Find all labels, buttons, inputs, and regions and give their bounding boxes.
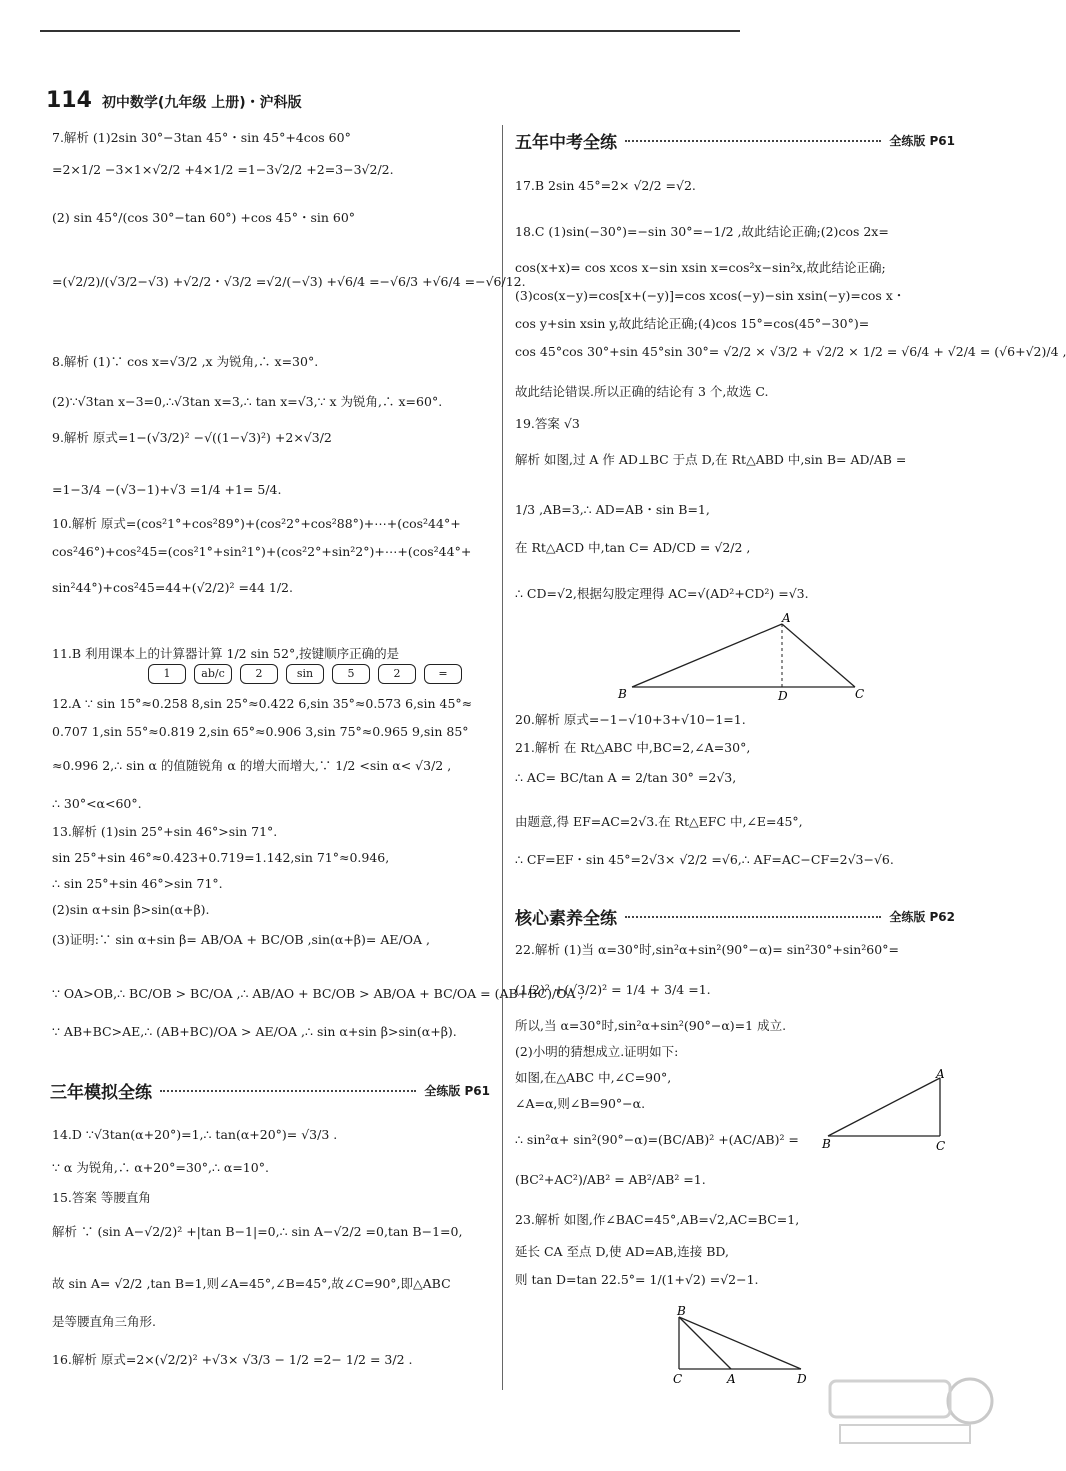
text-line: (2)∵√3tan x−3=0,∴√3tan x=3,∴ tan x=√3,∵ x 为锐角,∴ x=60°. (52, 394, 443, 409)
text-line: 1/3 ,AB=3,∴ AD=AB・sin B=1, (515, 502, 710, 517)
label-B: B (677, 1304, 686, 1318)
calculator-key: 2 (378, 664, 416, 684)
section-five-year (515, 128, 955, 153)
text-line: 19.答案 √3 (515, 416, 580, 431)
text-line: 23.解析 如图,作∠BAC=45°,AB=√2,AC=BC=1, (515, 1212, 800, 1227)
text-line: (2) sin 45°/(cos 30°−tan 60°) +cos 45°・sin 60° (52, 210, 356, 225)
calculator-key: 2 (240, 664, 278, 684)
label-D: D (797, 1372, 807, 1386)
text-line: (BC²+AC²)/AB² = AB²/AB² =1. (515, 1172, 706, 1187)
text-line: 由题意,得 EF=AC=2√3.在 Rt△EFC 中,∠E=45°, (515, 814, 803, 829)
text-line: 12.A ∵ sin 15°≈0.258 8,sin 25°≈0.422 6,sin 35°≈0.573 6,sin 45°≈ (52, 696, 473, 711)
text-line: 13.解析 (1)sin 25°+sin 46°>sin 71°. (52, 824, 278, 839)
text-line: (2)小明的猜想成立.证明如下: (515, 1044, 679, 1059)
text-line: 9.解析 原式=1−(√3/2)² −√((1−√3)²) +2×√3/2 (52, 430, 332, 445)
text-line: 7.解析 (1)2sin 30°−3tan 45°・sin 45°+4cos 60° (52, 130, 351, 145)
text-line: 延长 CA 至点 D,使 AD=AB,连接 BD, (515, 1244, 729, 1259)
text-line: cos 45°cos 30°+sin 45°sin 30°= √2/2 × √3/2 + √2/2 × 1/2 = √6/4 + √2/4 = (√6+√2)/4 , (515, 344, 1066, 359)
label-A: A (936, 1067, 945, 1081)
label-C: C (673, 1372, 683, 1386)
page-number: 114 (46, 88, 92, 113)
text-line: 0.707 1,sin 55°≈0.819 2,sin 65°≈0.906 3,sin 75°≈0.965 9,sin 85° (52, 724, 469, 739)
text-line: (3)证明:∵ sin α+sin β= AB/OA + BC/OB ,sin(α+β)= AE/OA , (52, 932, 430, 947)
text-line: cos y+sin xsin y,故此结论正确;(4)cos 15°=cos(45°−30°)= (515, 316, 870, 331)
column-divider (502, 125, 503, 1390)
text-line: ∴ CF=EF・sin 45°=2√3× √2/2 =√6,∴ AF=AC−CF=2√3−√6. (515, 852, 894, 867)
text-line: =1−3/4 −(√3−1)+√3 =1/4 +1= 5/4. (52, 482, 282, 497)
text-line: =(√2/2)/(√3/2−√3) +√2/2・√3/2 =√2/(−√3) +√6/4 =−√6/3 +√6/4 =−√6/12. (52, 274, 526, 289)
text-line: 是等腰直角三角形. (52, 1314, 156, 1329)
text-line: 10.解析 原式=(cos²1°+cos²89°)+(cos²2°+cos²88°)+⋯+(cos²44°+ (52, 516, 461, 531)
label-A: A (782, 611, 791, 625)
text-line: 如图,在△ABC 中,∠C=90°, (515, 1070, 672, 1085)
text-line: sin 25°+sin 46°≈0.423+0.719=1.142,sin 71°≈0.946, (52, 850, 390, 865)
label-D: D (778, 689, 788, 703)
leader-dots (625, 140, 881, 142)
text-line: 所以,当 α=30°时,sin²α+sin²(90°−α)=1 成立. (515, 1018, 787, 1033)
text-line: ∵ α 为锐角,∴ α+20°=30°,∴ α=10°. (52, 1160, 269, 1175)
page-header (46, 88, 302, 113)
label-A: A (727, 1372, 736, 1386)
figure-23-triangle (665, 1305, 825, 1387)
text-line: 11.B 利用课本上的计算器计算 1/2 sin 52°,按键顺序正确的是 (52, 646, 400, 661)
top-rule (40, 30, 740, 32)
text-line: ∴ CD=√2,根据勾股定理得 AC=√(AD²+CD²) =√3. (515, 586, 809, 601)
text-line: ∠A=α,则∠B=90°−α. (515, 1096, 646, 1111)
section-title: 核心素养全练 (515, 909, 617, 929)
text-line: 故此结论错误.所以正确的结论有 3 个,故选 C. (515, 384, 769, 399)
text-line: (1/2)² +(√3/2)² = 1/4 + 3/4 =1. (515, 982, 711, 997)
leader-dots (625, 916, 881, 918)
section-ref: 全练版 P61 (424, 1084, 490, 1098)
label-B: B (822, 1137, 831, 1151)
text-line: ∴ AC= BC/tan A = 2/tan 30° =2√3, (515, 770, 737, 785)
text-line: 16.解析 原式=2×(√2/2)² +√3× √3/3 − 1/2 =2− 1/2 = 3/2 . (52, 1352, 413, 1367)
text-line: 解析 如图,过 A 作 AD⊥BC 于点 D,在 Rt△ABD 中,sin B= AD/AB = (515, 452, 907, 467)
calculator-key: 5 (332, 664, 370, 684)
calculator-key: = (424, 664, 462, 684)
text-line: sin²44°)+cos²45=44+(√2/2)² =44 1/2. (52, 580, 293, 595)
figure-19-triangle (610, 612, 880, 702)
text-line: 8.解析 (1)∵ cos x=√3/2 ,x 为锐角,∴ x=30°. (52, 354, 319, 369)
text-line: (2)sin α+sin β>sin(α+β). (52, 902, 210, 917)
text-line: 21.解析 在 Rt△ABC 中,BC=2,∠A=30°, (515, 740, 751, 755)
text-line: cos²46°)+cos²45=(cos²1°+sin²1°)+(cos²2°+sin²2°)+⋯+(cos²44°+ (52, 544, 472, 559)
text-line: 15.答案 等腰直角 (52, 1190, 151, 1205)
text-line: 17.B 2sin 45°=2× √2/2 =√2. (515, 178, 696, 193)
calculator-keys (148, 664, 462, 684)
text-line: 14.D ∵√3tan(α+20°)=1,∴ tan(α+20°)= √3/3 . (52, 1127, 338, 1142)
section-title: 五年中考全练 (515, 133, 617, 153)
text-line: ≈0.996 2,∴ sin α 的值随锐角 α 的增大而增大,∵ 1/2 <sin α< √3/2 , (52, 758, 452, 773)
text-line: =2×1/2 −3×1×√2/2 +4×1/2 =1−3√2/2 +2=3−3√2/2. (52, 162, 394, 177)
calculator-key: ab/c (194, 664, 232, 684)
section-ref: 全练版 P62 (889, 910, 955, 924)
section-three-year (50, 1078, 490, 1103)
section-core (515, 904, 955, 929)
text-line: ∵ AB+BC>AE,∴ (AB+BC)/OA > AE/OA ,∴ sin α+sin β>sin(α+β). (52, 1024, 457, 1039)
section-title: 三年模拟全练 (50, 1083, 152, 1103)
label-C: C (855, 687, 865, 701)
figure-22-triangle (818, 1066, 958, 1154)
text-line: 18.C (1)sin(−30°)=−sin 30°=−1/2 ,故此结论正确;(2)cos 2x= (515, 224, 889, 239)
text-line: ∴ sin²α+ sin²(90°−α)=(BC/AB)² +(AC/AB)² = (515, 1132, 799, 1147)
text-line: ∵ OA>OB,∴ BC/OB > BC/OA ,∴ AB/AO + BC/OB > AB/OA + BC/OA = (AB+BC)/OA , (52, 986, 584, 1001)
watermark-logo (820, 1371, 990, 1451)
text-line: 20.解析 原式=−1−√10+3+√10−1=1. (515, 712, 746, 727)
text-line: (3)cos(x−y)=cos[x+(−y)]=cos xcos(−y)−sin xsin(−y)=cos x・ (515, 288, 906, 303)
text-line: 解析 ∵ (sin A−√2/2)² +|tan B−1|=0,∴ sin A−√2/2 =0,tan B−1=0, (52, 1224, 463, 1239)
calculator-key: sin (286, 664, 324, 684)
text-line: 故 sin A= √2/2 ,tan B=1,则∠A=45°,∠B=45°,故∠C=90°,即△ABC (52, 1276, 451, 1291)
calculator-key: 1 (148, 664, 186, 684)
leader-dots (160, 1090, 416, 1092)
text-line: ∴ 30°<α<60°. (52, 796, 142, 811)
text-line: 则 tan D=tan 22.5°= 1/(1+√2) =√2−1. (515, 1272, 759, 1287)
book-title: 初中数学(九年级 上册)・沪科版 (101, 95, 302, 111)
text-line: cos(x+x)= cos xcos x−sin xsin x=cos²x−sin²x,故此结论正确; (515, 260, 886, 275)
text-line: ∴ sin 25°+sin 46°>sin 71°. (52, 876, 223, 891)
label-B: B (618, 687, 627, 701)
text-line: 22.解析 (1)当 α=30°时,sin²α+sin²(90°−α)= sin²30°+sin²60°= (515, 942, 899, 957)
section-ref: 全练版 P61 (889, 134, 955, 148)
label-C: C (936, 1139, 946, 1153)
text-line: 在 Rt△ACD 中,tan C= AD/CD = √2/2 , (515, 540, 751, 555)
